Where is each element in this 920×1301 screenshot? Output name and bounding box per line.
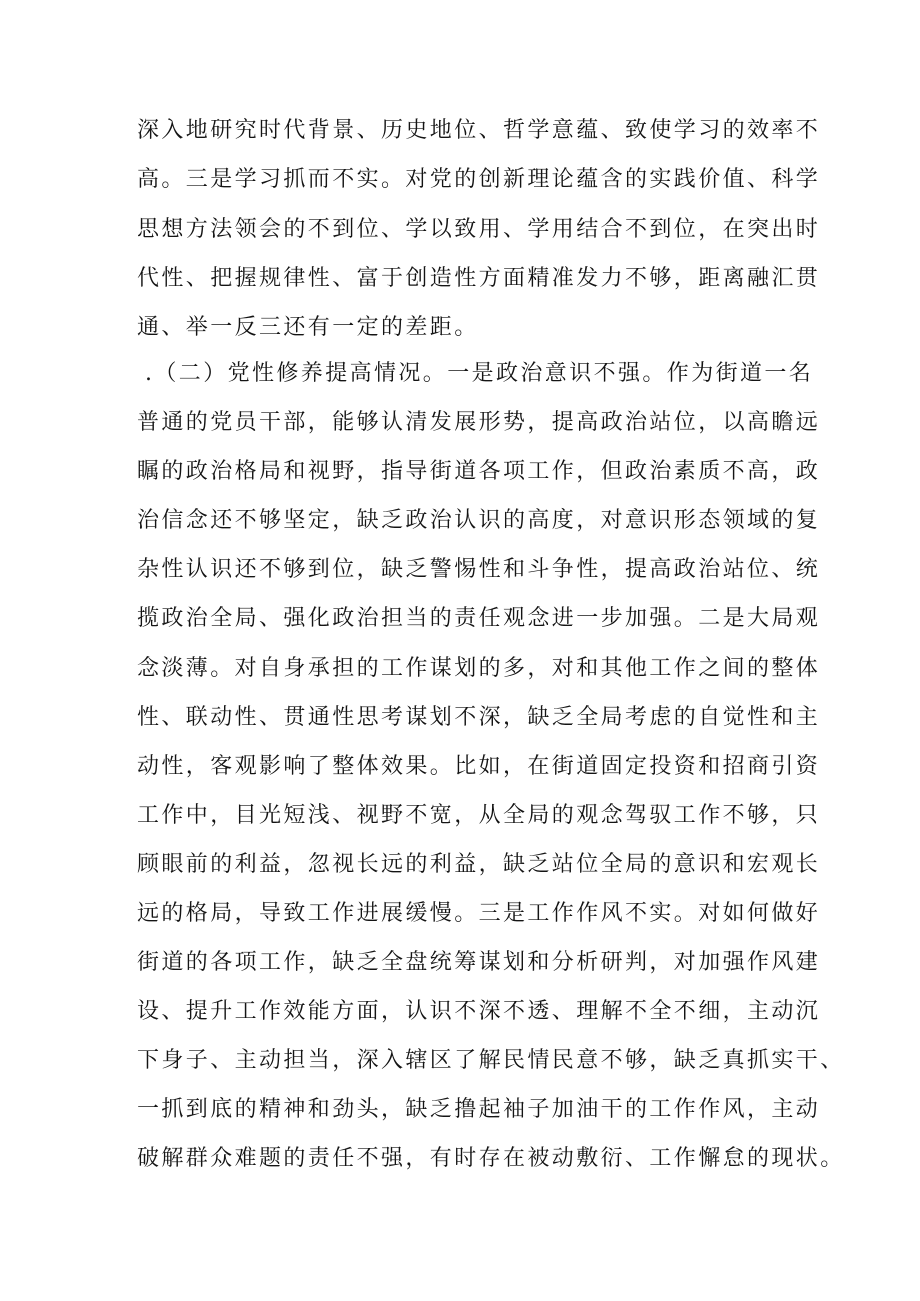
text-line: 工作中，目光短浅、视野不宽，从全局的观念驾驭工作不够，只	[137, 803, 821, 828]
text-line: 治信念还不够坚定，缺乏政治认识的高度，对意识形态领域的复	[137, 508, 821, 533]
text-line: 顾眼前的利益，忽视长远的利益，缺乏站位全局的意识和宏观长	[137, 852, 821, 877]
text-line: 高。三是学习抓而不实。对党的创新理论蕴含的实践价值、科学	[137, 167, 821, 192]
text-line: 深入地研究时代背景、历史地位、哲学意蕴、致使学习的效率不	[137, 118, 821, 143]
text-line: 破解群众难题的责任不强，有时存在被动敷衍、工作懈怠的现状。	[137, 1146, 845, 1171]
text-line: 念淡薄。对自身承担的工作谋划的多，对和其他工作之间的整体	[137, 656, 821, 681]
text-line: 瞩的政治格局和视野，指导街道各项工作，但政治素质不高，政	[137, 459, 821, 484]
text-line: 性、联动性、贯通性思考谋划不深，缺乏全局考虑的自觉性和主	[137, 705, 821, 730]
section-heading-line: .（二）党性修养提高情况。一是政治意识不强。作为街道一名	[145, 361, 814, 386]
text-line: 街道的各项工作，缺乏全盘统筹谋划和分析研判，对加强作风建	[137, 950, 821, 975]
text-line: 杂性认识还不够到位，缺乏警惕性和斗争性，提高政治站位、统	[137, 557, 821, 582]
text-line: 远的格局，导致工作进展缓慢。三是工作作风不实。对如何做好	[137, 901, 821, 926]
text-line: 代性、把握规律性、富于创造性方面精准发力不够，距离融汇贯	[137, 266, 821, 291]
text-line: 一抓到底的精神和劲头，缺乏撸起袖子加油干的工作作风，主动	[137, 1097, 821, 1122]
text-line: 动性，客观影响了整体效果。比如，在街道固定投资和招商引资	[137, 754, 821, 779]
text-line: 设、提升工作效能方面，认识不深不透、理解不全不细，主动沉	[137, 999, 821, 1024]
text-line: 下身子、主动担当，深入辖区了解民情民意不够，缺乏真抓实干、	[137, 1048, 845, 1073]
text-line: 揽政治全局、强化政治担当的责任观念进一步加强。二是大局观	[137, 606, 821, 631]
text-line: 思想方法领会的不到位、学以致用、学用结合不到位，在突出时	[137, 217, 821, 242]
text-line: 普通的党员干部，能够认清发展形势，提高政治站位，以高瞻远	[137, 410, 821, 435]
text-line: 通、举一反三还有一定的差距。	[137, 315, 479, 340]
